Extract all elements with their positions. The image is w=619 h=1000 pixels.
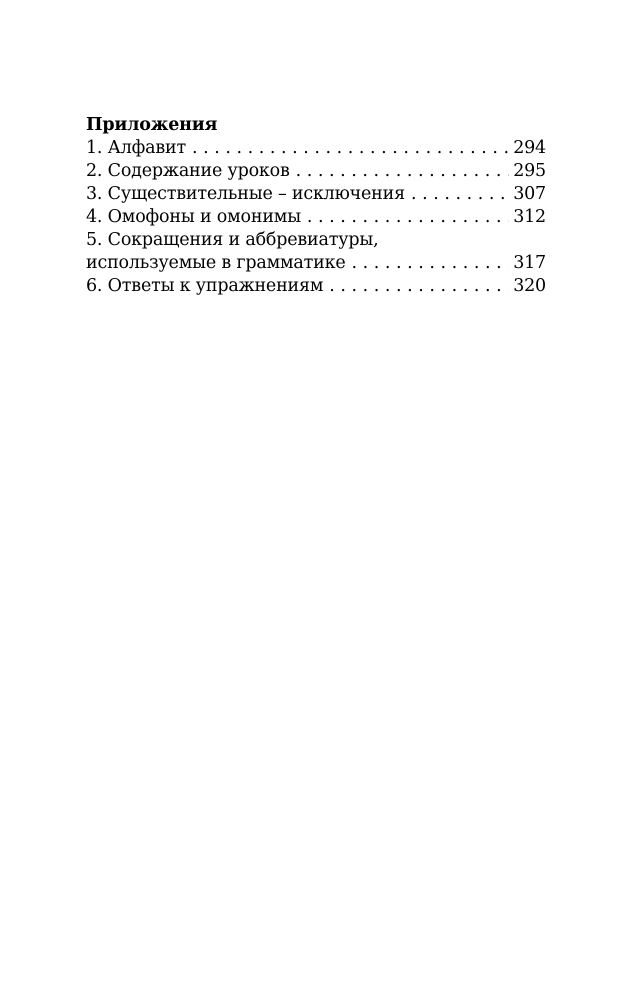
toc-entry-title: 2. Содержание уроков [86, 161, 290, 181]
toc-entry-homophones[interactable] [86, 206, 546, 229]
toc-entry-page: 320 [513, 276, 546, 296]
dot-leader [192, 137, 509, 160]
table-of-contents [86, 114, 546, 298]
toc-entry-title: 4. Омофоны и омонимы [86, 207, 301, 227]
toc-entry-nouns-exceptions[interactable] [86, 183, 546, 206]
toc-entry-abbreviations[interactable] [86, 229, 546, 275]
toc-entry-page: 295 [513, 161, 546, 181]
toc-entry-page: 317 [513, 253, 546, 273]
toc-entry-title: 1. Алфавит [86, 138, 186, 158]
toc-entry-lessons[interactable] [86, 160, 546, 183]
toc-entry-title: 6. Ответы к упражнениям [86, 276, 324, 296]
toc-entry-answers[interactable] [86, 275, 546, 298]
section-heading: Приложения [86, 115, 218, 135]
toc-entry-title: 3. Существительные – исключения [86, 184, 405, 204]
dot-leader [329, 275, 509, 298]
toc-entry-page: 307 [513, 184, 546, 204]
toc-entry-line2 [86, 252, 546, 275]
dot-leader [351, 252, 509, 275]
toc-entry-title: используемые в грамматике [86, 253, 346, 273]
dot-leader [411, 183, 509, 206]
dot-leader [296, 160, 510, 183]
toc-entry-alphabet[interactable] [86, 137, 546, 160]
toc-entry-title-line1: 5. Сокращения и аббревиатуры, [86, 230, 379, 250]
toc-entry-page: 312 [513, 207, 546, 227]
dot-leader [307, 206, 509, 229]
toc-entry-page: 294 [513, 138, 546, 158]
